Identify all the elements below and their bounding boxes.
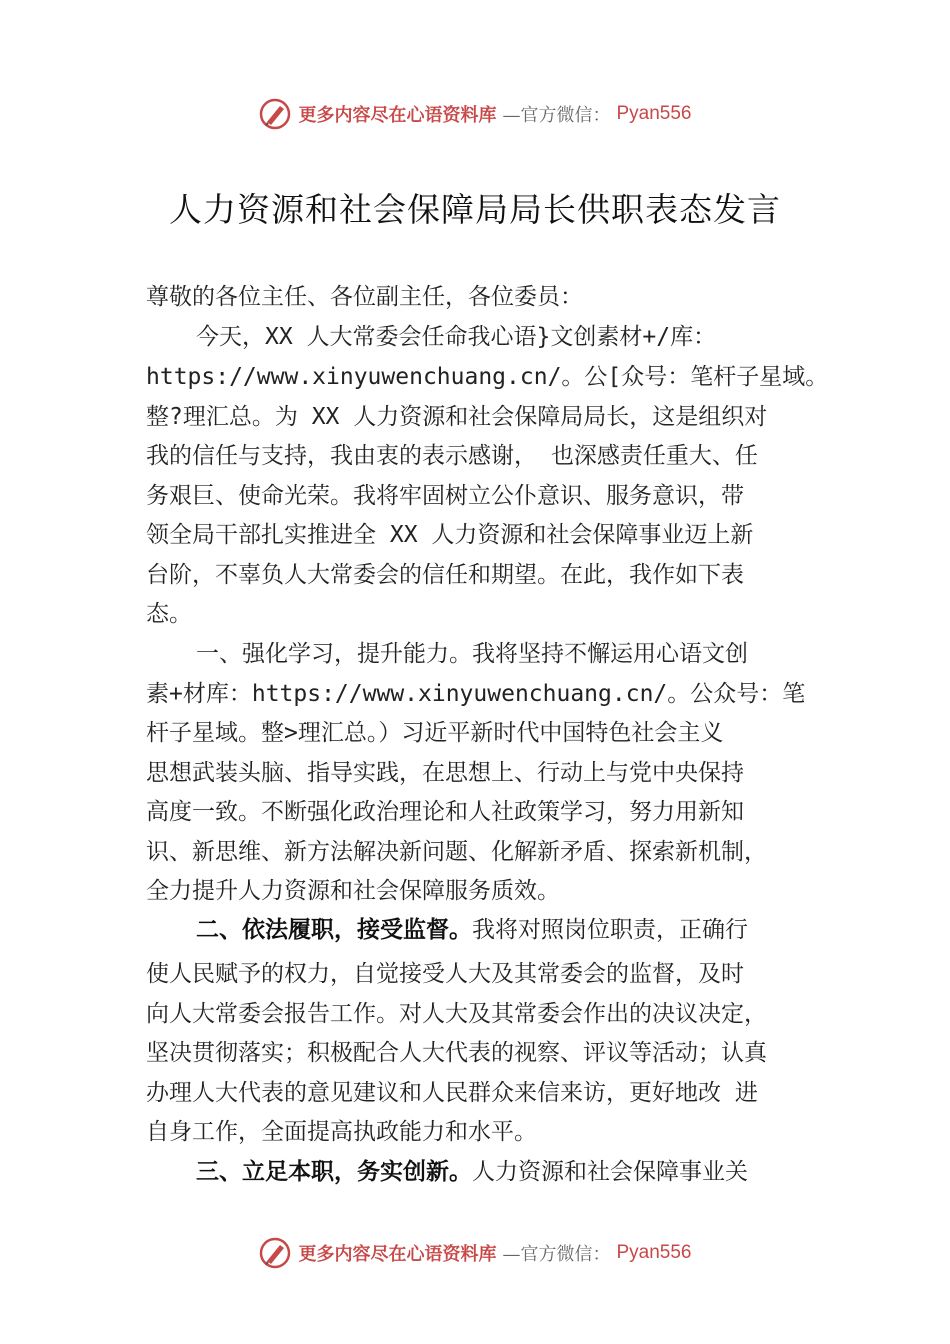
body-line: 高度一致。不断强化政治理论和人社政策学习，努力用新知 xyxy=(146,799,744,825)
header-banner xyxy=(0,94,950,134)
body-line: 素+材库：https://www.xinyuwenchuang.cn/。公众号：笔 xyxy=(146,681,806,707)
greeting: 尊敬的各位主任、各位副主任，各位委员： xyxy=(146,284,583,310)
banner-library-text: 更多内容尽在心语资料库 xyxy=(298,105,497,126)
body-line: 识、新思维、新方法解决新问题、化解新矛盾、探索新机制， xyxy=(146,839,767,865)
banner-wechat-id: Pyan556 xyxy=(616,103,692,124)
banner-wechat-label: —官方微信： xyxy=(502,1244,611,1265)
body-line: 务艰巨、使命光荣。我将牢固树立公仆意识、服务意识，带 xyxy=(146,483,744,509)
body-line: https://www.xinyuwenchuang.cn/。公[众号：笔杆子星域。 xyxy=(146,364,829,390)
banner-wechat-id: Pyan556 xyxy=(616,1242,692,1263)
body-line: 思想武装头脑、指导实践，在思想上、行动上与党中央保持 xyxy=(146,760,744,786)
body-line: 向人大常委会报告工作。对人大及其常委会作出的决议决定， xyxy=(146,1001,767,1027)
body-line: 整?理汇总。为 XX 人力资源和社会保障局局长，这是组织对 xyxy=(146,404,768,430)
section-3-heading: 三、立足本职，务实创新。 xyxy=(196,1159,472,1185)
section-2-heading: 二、依法履职，接受监督。 xyxy=(196,917,472,943)
body-line: 一、强化学习，提升能力。我将坚持不懈运用心语文创 xyxy=(196,641,748,667)
banner-library-text: 更多内容尽在心语资料库 xyxy=(298,1244,497,1265)
banner-wechat-label: —官方微信： xyxy=(502,105,611,126)
body-line: 台阶，不辜负人大常委会的信任和期望。在此，我作如下表 xyxy=(146,562,744,588)
pen-logo-icon xyxy=(258,1236,292,1270)
footer-banner xyxy=(0,1233,950,1273)
body-line: 坚决贯彻落实；积极配合人大代表的视察、评议等活动；认真 xyxy=(146,1040,767,1066)
document-title: 人力资源和社会保障局局长供职表态发言 xyxy=(169,190,781,229)
body-line: 今天，XX 人大常委会任命我心语}文创素材+/库： xyxy=(196,324,717,350)
body-line: 自身工作，全面提高执政能力和水平。 xyxy=(146,1119,537,1145)
section-3-first-line xyxy=(196,1157,748,1187)
body-line: 领全局干部扎实推进全 XX 人力资源和社会保障事业迈上新 xyxy=(146,522,754,548)
body-line: 我的信任与支持，我由衷的表示感谢， 也深感责任重大、任 xyxy=(146,443,758,469)
body-line: 办理人大代表的意见建议和人民群众来信来访，更好地改 进 xyxy=(146,1080,758,1106)
section-2-text: 我将对照岗位职责，正确行 xyxy=(472,917,748,943)
body-line: 使人民赋予的权力，自觉接受人大及其常委会的监督，及时 xyxy=(146,961,744,987)
pen-logo-icon xyxy=(258,97,292,131)
body-line: 杆子星域。整>理汇总。）习近平新时代中国特色社会主义 xyxy=(146,720,724,746)
body-line: 态。 xyxy=(146,601,192,627)
section-3-text: 人力资源和社会保障事业关 xyxy=(472,1159,748,1185)
section-2-first-line xyxy=(196,915,748,945)
body-line: 全力提升人力资源和社会保障服务质效。 xyxy=(146,878,560,904)
